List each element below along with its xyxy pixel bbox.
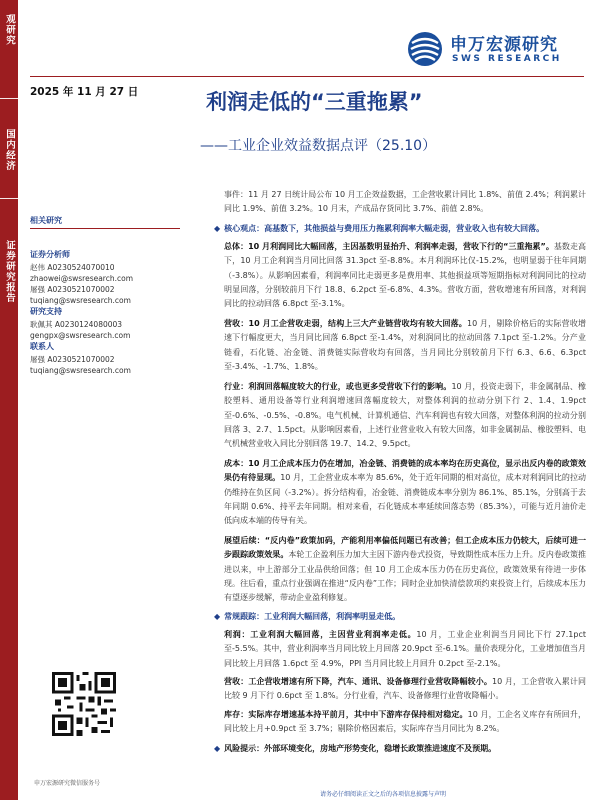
company-logo — [406, 28, 584, 72]
revenue-paragraph — [224, 317, 586, 374]
tracking-text: 常规跟踪：工业利润大幅回落，利润率明显走低。 — [224, 612, 401, 621]
support-heading: 研究支持 — [30, 307, 62, 316]
report-subtitle: ——工业企业效益数据点评（25.10） — [200, 138, 437, 154]
diamond-bullet-icon: ◆ — [214, 744, 221, 753]
overall-paragraph — [224, 240, 586, 311]
outlook-paragraph — [224, 534, 586, 605]
analyst-code: A0230521070002 — [47, 285, 115, 294]
left-column — [30, 215, 180, 376]
outlook-lead: 展望后续：“反内卷”政策加码，产能利用率偏低问题已有改善；但工企成本压力仍较大，后续可进一步跟踪政策效果。 — [224, 536, 586, 560]
contact-heading: 联系人 — [30, 342, 54, 351]
analyst-name: 屠强 — [30, 285, 45, 294]
logo-text-cn: 申万宏源研究 — [450, 35, 558, 55]
support-email[interactable]: gengpx@swsresearch.com — [30, 331, 131, 340]
left-divider — [30, 228, 180, 229]
sidebar-divider — [0, 198, 18, 199]
revenue-body: 10 月，剔除价格后的实际营收增速下行幅度更大，当月同比回落 6.8pct 至-1.4%，对利润同比的拉动回落 7.1pct 至-1.2%。分产业链看，石化链、冶金链、消费链实际营收均有回落，当月同比分别较前月下行 6.3、6.6、6.3pct 至-3.4%、-1.7%、1.8%。 — [224, 319, 586, 371]
cost-paragraph — [224, 457, 586, 528]
analyst-code: A0230524070010 — [47, 263, 115, 272]
report-date: 2025 年 11 月 27 日 — [30, 86, 139, 98]
profit-tracking-lead: 利润：工业利润大幅回落，主因营业利润率走低。 — [224, 630, 417, 639]
inventory-tracking-lead: 库存：实际库存增速基本持平前月，其中中下游库存保持相对稳定。 — [224, 710, 468, 719]
risk-heading — [214, 743, 496, 754]
revenue-tracking-paragraph — [224, 675, 586, 704]
diamond-bullet-icon: ◆ — [214, 612, 221, 621]
revenue-tracking-body: 10 月，工企营收入累计同比较 9 月下行 0.6pct 至 1.8%。分行业看，汽车、设备修理行业营收降幅小。 — [224, 677, 586, 701]
related-research-heading: 相关研究 — [30, 216, 62, 225]
disclaimer-note: 请务必仔细阅读正文之后的各项信息披露与声明 — [320, 791, 447, 798]
tracking-heading — [214, 611, 400, 622]
support-entry — [30, 319, 180, 330]
profit-tracking-paragraph — [224, 628, 586, 671]
industry-body: 10 月，投资走弱下，非金属制品、橡胶塑料、通用设备等行业利润增速回落幅度较大，对整体利润的拉动分别下行 2、1.4、1.9pct 至-0.6%、-0.5%、-0.8%。电气机械、计算机通信、汽车利润也有较大回落，对整体利润的拉动分别回落 3、2.7、1.5pct。从影响因素看，上述行业营业收入有较大回落，如非金属制品、橡胶塑料、电气机械营业收入同比分别回落 19.7、14.2、9.5pct。 — [224, 382, 586, 449]
analysts-heading: 证券分析师 — [30, 250, 70, 259]
event-paragraph: 事件：11 月 27 日统计局公布 10 月工企效益数据，工企营收累计同比 1.8%、前值 2.4%；利润累计同比 1.9%、前值 3.2%。10 月末，产成品存货同比 3.7%、前值 2.8%。 — [224, 190, 586, 214]
diamond-bullet-icon: ◆ — [214, 224, 221, 233]
sidebar-bar — [0, 0, 18, 800]
inventory-tracking-body: 10 月，工企名义库存有所回升，同比较上月+0.9pct 至 3.7%；剔除价格因素后，实际库存当月同比为 8.2%。 — [224, 710, 586, 734]
analyst-name: 赵伟 — [30, 263, 45, 272]
overall-lead: 总体：10 月利润同比大幅回落，主因基数明显抬升、利润率走弱，营收下行的“三重拖累”。 — [224, 242, 554, 251]
sidebar-tag-report: 证券研究报告 — [4, 239, 15, 303]
sidebar-tag-research: 观研究 — [4, 14, 15, 46]
wechat-qr-code[interactable] — [52, 672, 116, 736]
qr-caption: 申万宏源研究微信服务号 — [34, 780, 101, 787]
overall-body: 基数走高下，10 月工企利润当月同比回落 31.3pct 至-8.8%。本月利润环比仅-15.2%，也明显弱于往年同期（-3.8%）。从影响因素看，利润率同比走弱更多是费用率、其他损益项等短期指标对利润同比的拉动明显回落，分别较前月下行 18.8、6.2pct 至-6.8%、4.3%。营收方面，营收增速有所回落，对利润同比的拉动回落 6.8pct 至-3.1%。 — [224, 242, 586, 309]
sidebar-divider — [0, 98, 18, 99]
sidebar-tag-macro: 国内经济 — [4, 129, 15, 171]
contact-entry — [30, 354, 180, 365]
report-title: 利润走低的“三重拖累” — [206, 90, 423, 114]
logo-text-en: SWS RESEARCH — [452, 54, 562, 64]
header-divider — [30, 76, 584, 77]
contact-name: 屠强 — [30, 355, 45, 364]
profit-tracking-body: 10 月，工业企业利润当月同比下行 27.1pct 至-5.5%。其中，营业利润率当月同比较上月回落 20.9pct 至-6.1%。量价表现分化，工业增加值当月同比较上月回落 1.6pct 至 4.9%，PPI 当月同比较上月回升 0.2pct 至-2.1%。 — [224, 630, 586, 668]
analyst-entry — [30, 284, 180, 295]
analyst-email[interactable]: zhaowei@swsresearch.com — [30, 274, 134, 283]
outlook-body: 本轮工企盈利压力加大主因下游内卷式投资，导致期性成本压力上升。反内卷政策推进以来，中上游部分工业品供给回落；但 10 月工企成本压力仍在历史高位，政策效果有待进一步体现。往后看，重点行业强调在推进“反内卷”工作；同时企业加快清偿款项约束投资上行，后续成本压力有望逐步缓解，带动企业盈利修复。 — [224, 550, 587, 603]
inventory-tracking-paragraph — [224, 708, 586, 737]
core-view-text: 核心观点：高基数下，其他损益与费用压力拖累利润率大幅走弱，营业收入也有较大回落。 — [224, 224, 545, 233]
analyst-entry — [30, 262, 180, 273]
contact-email[interactable]: tuqiang@swsresearch.com — [30, 366, 131, 375]
cost-body: 10 月，工企营业成本率为 85.6%，处于近年同期的相对高位，成本对利润同比的拉动仍维持在负区间（-3.2%）。拆分结构看，冶金链、消费链成本率分别为 86.1%、85.1%，分别高于去年同期 0.6%、持平去年同期。相对来看，石化链成本率延续回落态势（85.3%），可能与近月油价走低向成本端的传导有关。 — [224, 473, 586, 526]
revenue-lead: 营收：10 月工企营收走弱，结构上三大产业链营收均有较大回落。 — [224, 319, 467, 328]
support-code: A0230124080003 — [54, 320, 123, 329]
analyst-email[interactable]: tuqiang@swsresearch.com — [30, 296, 131, 305]
industry-paragraph — [224, 380, 586, 451]
revenue-tracking-lead: 营收：工企营收增速有所下降，汽车、通讯、设备修理行业营收降幅较小。 — [224, 677, 493, 686]
industry-lead: 行业：利润回落幅度较大的行业，或也更多受营收下行的影响。 — [224, 382, 452, 391]
contact-code: A0230521070002 — [47, 355, 115, 364]
cost-lead: 成本：10 月工企成本压力仍在增加，冶金链、消费链的成本率均在历史高位，显示出反内卷的政策效果仍有待显现。 — [224, 459, 586, 483]
support-name: 耿佩其 — [30, 320, 53, 329]
logo-mark-icon — [406, 30, 444, 68]
core-view-heading — [214, 223, 544, 234]
risk-text: 风险提示：外部环境变化，房地产形势变化，稳增长政策推进速度不及预期。 — [224, 744, 497, 753]
